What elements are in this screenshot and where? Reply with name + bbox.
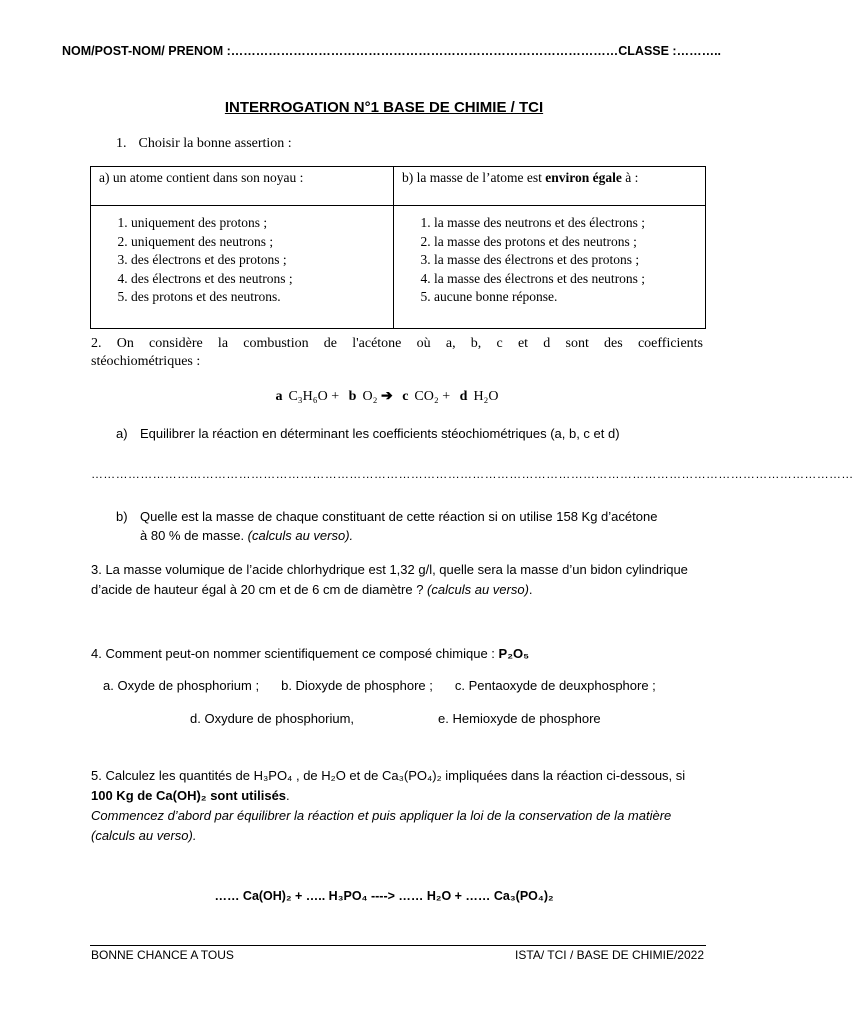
question-2b — [116, 507, 706, 545]
question-4-options-row-1 — [103, 678, 678, 693]
table-header-row — [91, 167, 706, 206]
acetone-combustion-equation — [0, 388, 768, 405]
question-2b-note: (calculs au verso). — [247, 528, 354, 543]
product-co2: CO₂ + — [414, 389, 451, 404]
list-item: 4. la masse des électrons et des neutrons ; — [434, 270, 697, 289]
footer-right-text: ISTA/ TCI / BASE DE CHIMIE/2022 — [515, 948, 704, 962]
question-4 — [91, 646, 529, 661]
question-2-line-1: 2. On considère la combustion de l'acétone où a, b, c et d sont des coefficients — [91, 336, 703, 351]
list-item: 1. la masse des neutrons et des électrons ; — [434, 214, 697, 233]
question-4-options-row-2 — [190, 711, 601, 726]
table-options-row — [91, 206, 706, 329]
list-item: 1. uniquement des protons ; — [131, 214, 385, 233]
column-b-header-emphasis: environ égale — [545, 170, 622, 185]
answer-dotted-line[interactable]: …………………………………………………………………………………………………………………………………………………………………… — [91, 467, 854, 481]
question-1-number: 1. — [116, 136, 127, 151]
question-5 — [91, 766, 703, 846]
list-item: 3. la masse des électrons et des protons ; — [434, 251, 697, 270]
reactant-acetone: C₃H₆O + — [288, 389, 340, 404]
question-3-end: . — [528, 582, 533, 597]
column-a-header — [91, 167, 394, 206]
neutralization-equation: …… Ca(OH)₂ + ….. H₃PO₄ ----> …… H₂O + …… Ca₃(PO₄)₂ — [214, 889, 554, 903]
list-item: 3. des électrons et des protons ; — [131, 251, 385, 270]
list-item: 2. la masse des protons et des neutrons ; — [434, 233, 697, 252]
column-b-header — [394, 167, 706, 206]
question-4-text: 4. Comment peut-on nommer scientifiquement ce composé chimique : — [91, 646, 499, 661]
question-2b-text-cont: à 80 % de masse. — [140, 528, 248, 543]
option-a[interactable]: a. Oxyde de phosphorium ; — [103, 678, 260, 693]
question-1-prompt — [116, 136, 292, 152]
product-water: H₂O — [473, 389, 499, 404]
option-b[interactable]: b. Dioxyde de phosphore ; — [281, 678, 433, 693]
option-c[interactable]: c. Pentaoxyde de deuxphosphore ; — [454, 678, 656, 693]
column-b-options — [394, 206, 706, 329]
option-d[interactable]: d. Oxydure de phosphorium, — [190, 711, 355, 726]
question-5-instruction: Commencez d’abord par équilibrer la réaction et puis appliquer la loi de la conservation de la matière (calculs au verso). — [91, 808, 672, 843]
question-2a-text: Equilibrer la réaction en déterminant les coefficients stéochiométriques (a, b, c et d) — [140, 426, 620, 441]
column-b-header-text: b) la masse de l’atome est — [402, 170, 546, 185]
list-item: 5. aucune bonne réponse. — [434, 288, 697, 307]
column-b-header-end: à : — [621, 170, 639, 185]
column-a-header-text: a) un atome contient dans son noyau : — [99, 170, 304, 185]
question-4-formula: P₂O₅ — [498, 646, 530, 661]
question-5-text: 5. Calculez les quantités de H₃PO₄ , de H₂O et de Ca₃(PO₄)₂ impliquées dans la réaction ci-dessous, si — [91, 768, 686, 783]
page-title: INTERROGATION N°1 BASE DE CHIMIE / TCI — [224, 99, 544, 116]
question-3-note: (calculs au verso) — [427, 582, 529, 597]
question-2-line-2: stéochiométriques : — [91, 354, 201, 369]
footer-left-text: BONNE CHANCE A TOUS — [91, 948, 234, 962]
question-2b-letter: b) — [116, 509, 128, 524]
question-2a-letter: a) — [116, 426, 128, 441]
question-2a — [116, 426, 620, 441]
coefficient-b: b — [348, 389, 357, 404]
question-2b-text: Quelle est la masse de chaque constituant de cette réaction si on utilise 158 Kg d’acétone — [140, 509, 658, 524]
column-a-options — [91, 206, 394, 329]
coefficient-d: d — [459, 389, 468, 404]
reaction-arrow-icon: ➔ — [380, 389, 393, 404]
coefficient-c: c — [402, 389, 409, 404]
list-item: 4. des électrons et des neutrons ; — [131, 270, 385, 289]
list-item: 2. uniquement des neutrons ; — [131, 233, 385, 252]
coefficient-a: a — [275, 389, 283, 404]
question-3 — [91, 560, 703, 600]
assertions-table — [90, 166, 706, 329]
question-5-condition: 100 Kg de Ca(OH)₂ sont utilisés — [91, 788, 287, 803]
list-item: 5. des protons et des neutrons. — [131, 288, 385, 307]
student-info-line: NOM/POST-NOM/ PRENOM :…………………………………………………………………………………CLASSE :……….. — [62, 44, 722, 58]
question-1-text: Choisir la bonne assertion : — [138, 136, 292, 151]
question-3-text: 3. La masse volumique de l’acide chlorhydrique est 1,32 g/l, quelle sera la masse d’un bidon cylindrique d’acide de hauteur égal à 20 cm et de 6 cm de diamètre ? — [91, 562, 688, 597]
option-e[interactable]: e. Hemioxyde de phosphore — [438, 711, 601, 726]
reactant-oxygen: O₂ — [362, 389, 378, 404]
footer-divider — [90, 945, 706, 946]
question-5-end: . — [286, 788, 290, 803]
